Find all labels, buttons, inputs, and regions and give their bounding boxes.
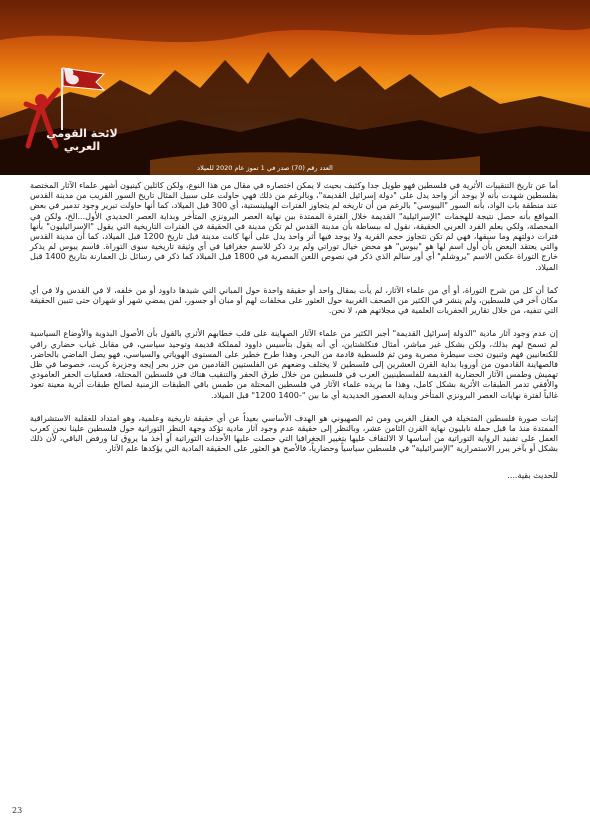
page-number: 23 (12, 806, 23, 815)
article-paragraph-1: أما عن تاريخ التنقيبات الأثرية في فلسطين فهو طويل جدا وكثيف بحيث لا يمكن اختصاره في مقال من هذا النوع، ولكن كاثلين كينيون أشهر علماء الآثار المختصة بفلسطين شهدت بأنه لا يوجد أثر واحد يدل على "دولة إسرائيل القديمة"، وبالرغم من ذلك فهي حاولت على سبيل المثال تاريخ السور القريب من مدينة القدس عند منطقة باب الواد، بأنه السور "اليبوسي" بالرغم من أن تاريخه لم يتجاوز الفترات الهيلينستية، أي 300 قبل الميلاد، كما أنها حاولت تبرير وجود تدمير في بعض المواقع بأنه حصل نتيجة للهجمات "الإسرائيلية" القديمة خلال الفترة الممتدة بين نهاية العصر البرونزي المتأخر وبداية العصر الحديدي الأول...الخ، ولكن في المحصلة، ولكي يعلم الفرد العربي الحقيقة، نقول له ببساطة بأن مدينة القدس لم تكن مدينة في الحقيقة في الفترات التاريخية التي يقول "الإسرائيليون" بأنها فترات دولتهم وما سبقها، فهي لم تكن تتجاوز حجم القرية ولا يوجد فيها أثر واحد يدل على أنها كانت مدينة قبل تاريخ 1200 قبل الميلاد، كما أن مدينة القدس والتي يعتقد البعض بأن أول اسم لها هو "يبوس" هو محض خيال توراتي ولم يرد ذكر للاسم جغرافيا في أي وثيقة تاريخية سوى التوراة. فاسم يبوس لم يذكر خارج التوراة عكس الاسم "يروشلم" أي أور سالم الذي ذكر في نصوص اللعن المصرية في 1800 قبل الميلاد كما ذكر في رسائل تل العمارنة بتاريخ 1400 قبل الميلاد. (30, 180, 559, 272)
article-paragraph-3: إن عدم وجود آثار مادية "الدولة إسرائيل القديمة" أجبر الكثير من علماء الآثار الصهاينة على قلب خطابهم الأثري بالقول بأن الأصول البدوية والأوضاع السياسية لم تسمح لهم بذلك، ولكن بشكل غير مباشر، أمثال فنكلشتاين، أي أنه يقول بتأسيس داوود لمملكة قديمة وتوحيد سياسي، في مقابل غياب حضاري راقي للكنعانيين فهم وثنيون تحت سيطرة مصرية ومن ثم فلسطية قادمة من البحر، وهذا طرح خطير على المستوى الهوياتي والسياسي، فهو يصل الماضي بالحاضر، فالصهاينة القادمون من أوروبا بداية القرن العشرين إلى فلسطين لا يختلف وضعهم عن الفلستيين القادمين من جزر بحر إيجه وجزيرة كريت، خصوصا في ظل تهميش وطمس الآثار الحضارية القديمة للفلسطينيين العرب في فلسطين من خلال طرق الحفر والتنقيب هناك في فلسطين المحتلة، فعمليات الحفر العامودي والأفقي تدمر الطبقات الأثرية بشكل كامل، وهذا ما يريده علماء الآثار في فلسطين المحتلة من طمس باقي الطبقات الزمنية لصالح طبقات أثرية معينة تعود غالباً لفترة نهايات العصر البرونزي المتأخر وبداية العصور الحديدية أي ما بين "-1400 1200" قبل الميلاد. (30, 328, 558, 400)
article-paragraph-4: إثبات صورة فلسطين المتخيلة في العقل الغربي ومن ثم الصهيوني هو الهدف الأساسي بعيداً عن أي حقيقة تاريخية وعلمية، وهو امتداد للعقلية الاستشراقية الممتدة منذ ما قبل حملة نابليون نهاية القرن الثامن عشر، وبالنظر إلى حقيقة عدم وجود آثار مادية تؤكد وجهة النظر التوراتية حول فلسطين علينا نحن كعرب العمل على تفنيد الرواية التوراتية من أساسها لا الالتفاف عليها بتغيير الجغرافيا التي حصلت عليها الأحداث التوراتية أو أخذ ما يروق لنا ورفض الباقي، لأن ذلك بشكل أو بآخر يبرر الاستمرارية "الإسرائيلية" في فلسطين سياسياً وحضارياً، فالأصح هو العثور على الحقيقة المادية التي يؤكدها علم الآثار. (30, 412, 558, 454)
header-banner (0, 0, 590, 175)
issue-date-line: العدد رقم (70) صدر في 1 تموز عام 2020 للميلاد (197, 164, 333, 172)
logo-caption: لائحة القومي العربي (46, 127, 118, 153)
article-paragraph-2: كما أن كل من شرح التوراة، أو أي من علماء الآثار، لم يأت بمقال واحد أو حقيقة واحدة حول المباني التي شيدها داوود أو من خلفه، لا في القدس ولا في أي مكان آخر في فلسطين، ولم ينشر في الكثير من الصحف الغربية حول العثور على مخلفات لهم أو مبان أو جسور، لمن يمضي شهر أو شهران حتى تتبين الحقيقة التي تنفيه، من خلال تقارير الحفريات العلمية في مجلاتهم هم، لا نحن. (30, 284, 558, 316)
article-body (30, 180, 558, 493)
article-closing: للحديث بقية.... (507, 469, 558, 480)
